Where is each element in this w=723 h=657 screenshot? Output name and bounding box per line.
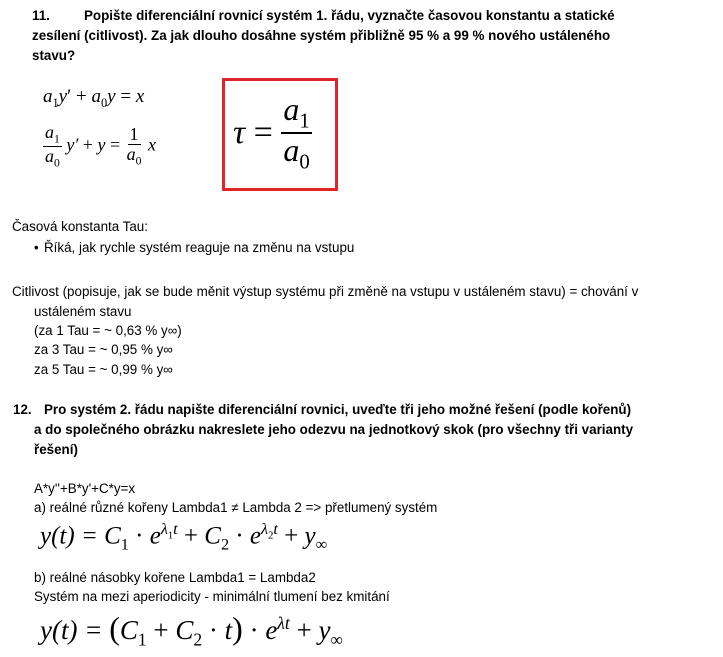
sensitivity-text: ustáleném stavu	[34, 304, 132, 319]
time-constant-heading: Časová konstanta Tau:	[12, 219, 148, 234]
sensitivity-text: Citlivost (popisuje, jak se bude měnit výstup systému při změně na vstupu v ustáleném stavu) = chování v	[12, 284, 639, 299]
sensitivity-item: za 3 Tau = ~ 0,95 % y∞	[34, 342, 173, 357]
time-constant-formula-box	[222, 78, 338, 191]
time-constant-description: Říká, jak rychle systém reaguje na změnu na vstupu	[44, 240, 355, 255]
question-number: 11.	[32, 8, 50, 23]
question-number: 12.	[13, 402, 32, 417]
sensitivity-item: (za 1 Tau = ~ 0,63 % y∞)	[34, 323, 182, 338]
second-order-equation: A*y''+B*y'+C*y=x	[34, 481, 136, 496]
case-b-text: b) reálné násobky kořene Lambda1 = Lambda2	[34, 570, 316, 585]
question-line: zesílení (citlivost). Za jak dlouho dosáhne systém přibližně 95 % a 99 % nového ustáleného	[32, 28, 611, 43]
solution-a-formula: $y(t) = C_1 \cdot e^{\lambda_1t} + C_2 \cdot e^{\lambda_2t} + y_\infty$	[40, 520, 328, 554]
question-line: a do společného obrázku nakreslete jeho odezvu na jednotkový skok (pro všechny tři varianty	[34, 422, 634, 437]
question-line: Pro systém 2. řádu napište diferenciální rovnici, uveďte tři jeho možné řešení (podle kořenů)	[44, 402, 632, 417]
question-line: Popište diferenciální rovnicí systém 1. řádu, vyznačte časovou konstantu a statické	[84, 8, 615, 23]
case-a-text: a) reálné různé kořeny Lambda1 ≠ Lambda 2 => přetlumený systém	[34, 500, 438, 515]
sensitivity-item: za 5 Tau = ~ 0,99 % y∞	[34, 362, 173, 377]
case-b-description: Systém na mezi aperiodicity - minimální tlumení bez kmitání	[34, 589, 390, 604]
first-order-equation: $a_1y' + a_0y = x$	[43, 86, 145, 110]
question-line: stavu?	[32, 48, 76, 63]
solution-b-formula: $y(t) = (C_1 + C_2 \cdot t) \cdot e^{\lambda t} + y_\infty$	[40, 610, 343, 650]
bullet-icon: •	[34, 240, 39, 255]
question-line: řešení)	[34, 442, 78, 457]
normalized-equation: $\frac{a_1}{a_0}$ y′ + y = $\frac{1}{a_0}$ x	[45, 122, 156, 170]
tau-formula: τ = $\frac{a_1}{a_0}$	[233, 91, 310, 174]
